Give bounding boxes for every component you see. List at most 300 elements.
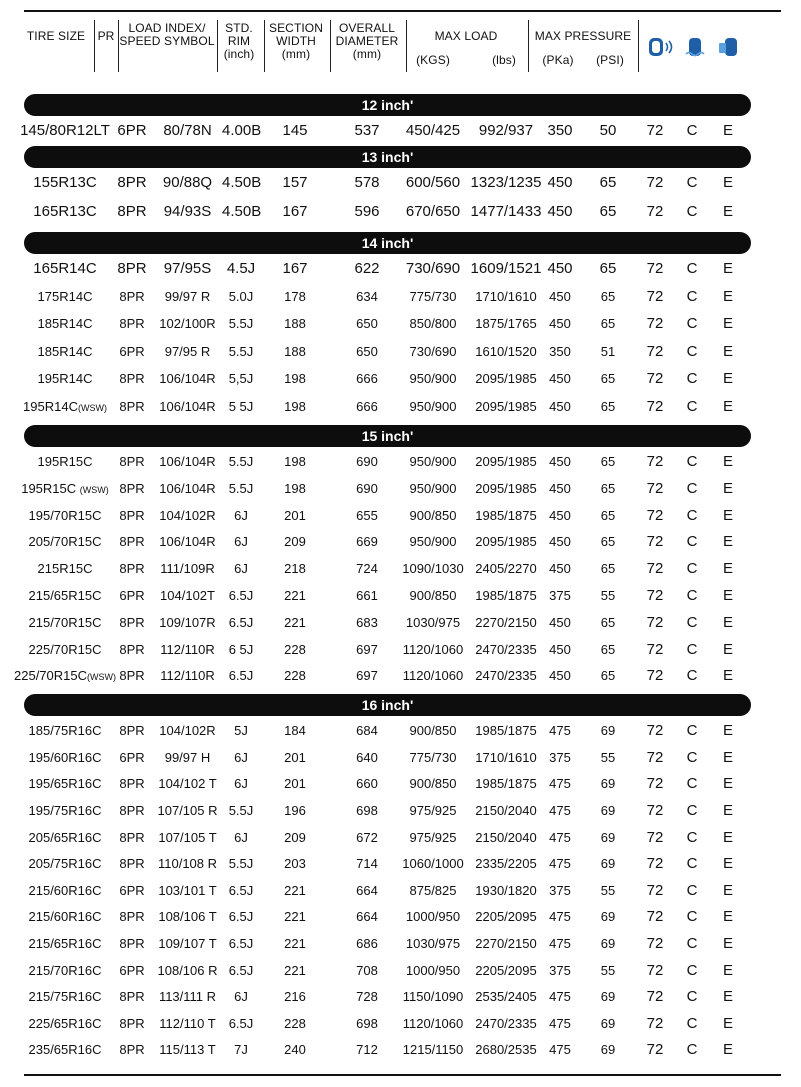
header-separator	[638, 20, 639, 72]
ps-cell: 65	[600, 288, 616, 304]
ps-cell: 69	[600, 936, 616, 951]
g2-cell: C	[686, 560, 698, 578]
g1-cell: 72	[646, 315, 664, 332]
sw-cell: 240	[284, 1042, 306, 1058]
li-cell: 106/104R	[159, 398, 216, 414]
g1-cell: 72	[646, 828, 664, 846]
li-cell: 113/111 R	[158, 989, 217, 1005]
sw-cell: 228	[284, 668, 306, 684]
tire-size-value: 225/65R16C	[28, 1015, 102, 1031]
lb-cell: 2095/1985	[475, 534, 537, 550]
header-max-load: MAX LOAD	[434, 29, 498, 43]
lb-cell: 1985/1875	[475, 507, 537, 523]
g1-cell: 72	[646, 342, 664, 360]
g1-cell: 72	[646, 775, 664, 793]
g2-cell: C	[686, 748, 698, 766]
od-cell: 666	[356, 371, 378, 386]
li-cell: 112/110R	[160, 668, 215, 684]
kg-cell: 1060/1000	[402, 856, 464, 872]
kg-cell: 1120/1060	[402, 641, 464, 657]
ps-cell: 65	[600, 398, 616, 414]
tire-size-cell	[10, 958, 120, 984]
sw-cell: 188	[284, 343, 306, 359]
sw-cell: 178	[284, 288, 306, 304]
lb-cell: 1985/1875	[475, 776, 537, 792]
od-cell: 697	[356, 641, 378, 657]
wet-grip-icon	[684, 36, 706, 58]
g2-cell: C	[686, 667, 698, 685]
li-cell: 107/105 R	[157, 803, 218, 818]
pr-cell: 8PR	[119, 989, 145, 1005]
tire-size-value: 165R13C	[33, 203, 97, 220]
ps-cell: 69	[600, 1042, 616, 1058]
g1-cell: 72	[646, 961, 664, 979]
rim-cell: 7J	[234, 1042, 248, 1058]
tire-size-value: 225/70R15C	[28, 641, 102, 657]
pr-cell: 8PR	[119, 1015, 145, 1031]
lb-cell: 992/937	[478, 122, 534, 139]
pr-cell: 8PR	[117, 203, 147, 220]
g2-cell: C	[686, 174, 698, 191]
g3-cell: E	[722, 988, 733, 1006]
kg-cell: 975/925	[409, 829, 457, 845]
g1-cell: 72	[646, 370, 664, 387]
g3-cell: E	[722, 935, 733, 952]
tire-size-cell	[10, 610, 120, 636]
header-pr: PR	[97, 29, 115, 43]
pk-cell: 450	[549, 371, 571, 386]
rim-cell: 6.5J	[228, 614, 254, 630]
pk-cell: 450	[549, 507, 571, 523]
section-header: 14 inch'	[24, 232, 751, 254]
header-rim-line1: STD.	[225, 21, 253, 35]
tire-size-cell	[10, 118, 120, 144]
tire-size-value: 215/60R16C	[28, 909, 102, 925]
tire-size-cell	[10, 556, 120, 582]
pr-cell: 8PR	[119, 534, 145, 550]
sw-cell: 198	[284, 454, 306, 469]
pk-cell: 450	[549, 641, 571, 657]
rim-cell: 6J	[234, 561, 248, 577]
g3-cell: E	[722, 1041, 733, 1059]
header-psi: (PSI)	[596, 53, 624, 67]
tire-size-value: 215/65R15C	[28, 588, 102, 603]
od-cell: 690	[356, 454, 378, 469]
pr-cell: 8PR	[117, 260, 147, 277]
kg-cell: 730/690	[409, 343, 457, 359]
g2-cell: C	[686, 1014, 698, 1032]
pr-cell: 6PR	[119, 343, 145, 359]
g1-cell: 72	[646, 453, 664, 470]
table-row	[0, 851, 801, 877]
g3-cell: E	[722, 667, 733, 685]
g3-cell: E	[722, 122, 733, 139]
od-cell: 650	[356, 343, 378, 359]
g2-cell: C	[686, 613, 698, 631]
g1-cell: 72	[646, 1014, 664, 1032]
g1-cell: 72	[646, 174, 664, 191]
tire-size-cell	[10, 1011, 120, 1037]
wsw-label: (WSW)	[77, 402, 107, 413]
od-cell: 686	[356, 936, 378, 951]
g3-cell: E	[722, 370, 733, 387]
ps-cell: 69	[600, 803, 616, 818]
g1-cell: 72	[646, 533, 664, 551]
kg-cell: 1090/1030	[402, 561, 464, 577]
g2-cell: C	[686, 1041, 698, 1059]
pk-cell: 350	[547, 122, 573, 139]
header-separator	[528, 20, 529, 72]
tire-size-value: 215/60R16C	[28, 882, 102, 898]
tire-size-value: 195/75R16C	[28, 803, 102, 818]
rim-cell: 6J	[234, 534, 248, 550]
tire-size-cell	[10, 199, 120, 225]
sw-cell: 221	[284, 614, 306, 630]
header-tire-size: TIRE SIZE	[26, 29, 86, 43]
g3-cell: E	[722, 1014, 733, 1032]
g2-cell: C	[686, 203, 698, 220]
g2-cell: C	[686, 397, 698, 415]
od-cell: 712	[356, 1042, 378, 1058]
tire-size-value: 195R15C	[21, 480, 80, 496]
li-cell: 112/110 T	[159, 1015, 216, 1031]
header-section-width	[264, 22, 328, 61]
tire-size-value: 205/70R15C	[28, 534, 102, 550]
ps-cell: 65	[600, 480, 616, 496]
li-cell: 80/78N	[163, 122, 212, 139]
kg-cell: 1000/950	[405, 909, 461, 925]
pr-cell: 8PR	[119, 723, 145, 739]
ps-cell: 65	[600, 561, 616, 577]
g2-cell: C	[686, 506, 698, 524]
table-row	[0, 878, 801, 904]
pk-cell: 350	[549, 343, 571, 359]
kg-cell: 975/925	[409, 803, 457, 818]
table-row	[0, 1011, 801, 1037]
g2-cell: C	[686, 479, 698, 497]
g3-cell: E	[722, 533, 733, 551]
g3-cell: E	[722, 855, 733, 873]
od-cell: 672	[356, 829, 378, 845]
kg-cell: 950/900	[409, 398, 457, 414]
pr-cell: 8PR	[119, 641, 145, 657]
ps-cell: 55	[600, 749, 616, 765]
sw-cell: 188	[284, 316, 306, 331]
table-row	[0, 984, 801, 1010]
g2-cell: C	[686, 370, 698, 387]
ps-cell: 65	[599, 203, 617, 220]
g1-cell: 72	[646, 881, 664, 899]
lb-cell: 2095/1985	[475, 398, 537, 414]
tire-size-cell	[10, 170, 120, 196]
tire-size-value: 215/65R16C	[28, 936, 102, 951]
table-row	[0, 718, 801, 744]
sw-cell: 201	[284, 507, 306, 523]
li-cell: 109/107 T	[158, 936, 217, 951]
rim-cell: 5,5J	[228, 371, 254, 386]
li-cell: 106/104R	[159, 534, 216, 550]
table-row	[0, 366, 801, 392]
ps-cell: 51	[600, 343, 616, 359]
sw-cell: 216	[284, 989, 306, 1005]
li-cell: 104/102R	[159, 507, 216, 523]
lb-cell: 1710/1610	[475, 288, 537, 304]
pk-cell: 375	[549, 749, 571, 765]
od-cell: 690	[356, 480, 378, 496]
section-header: 15 inch'	[24, 425, 751, 447]
rim-cell: 6J	[234, 829, 248, 845]
header-lbs: (lbs)	[492, 53, 516, 67]
kg-cell: 875/825	[409, 882, 457, 898]
g2-cell: C	[686, 260, 698, 277]
tire-size-value: 225/70R15C	[14, 668, 87, 684]
header-pka: (PKa)	[542, 53, 574, 67]
g1-cell: 72	[646, 203, 664, 220]
tire-size-cell	[10, 339, 120, 365]
header-sw-line3: (mm)	[281, 47, 311, 61]
rim-cell: 5 5J	[228, 398, 254, 414]
table-row	[0, 311, 801, 337]
table-row	[0, 610, 801, 636]
tire-size-cell	[10, 904, 120, 930]
pk-cell: 450	[549, 614, 571, 630]
table-row	[0, 118, 801, 144]
lb-cell: 2150/2040	[475, 829, 537, 845]
kg-cell: 775/730	[409, 749, 457, 765]
lb-cell: 2270/2150	[475, 614, 537, 630]
pr-cell: 8PR	[119, 316, 145, 331]
pk-cell: 375	[549, 882, 571, 898]
li-cell: 108/106 R	[157, 962, 218, 978]
kg-cell: 600/560	[405, 174, 461, 191]
sw-cell: 196	[284, 803, 306, 818]
ps-cell: 69	[600, 856, 616, 872]
lb-cell: 1930/1820	[475, 882, 537, 898]
lb-cell: 2095/1985	[475, 480, 537, 496]
sw-cell: 167	[282, 203, 308, 220]
kg-cell: 1030/975	[405, 936, 461, 951]
tire-size-value: 205/75R16C	[28, 856, 102, 872]
g2-cell: C	[686, 587, 698, 604]
pk-cell: 450	[549, 316, 571, 331]
g1-cell: 72	[646, 560, 664, 578]
g2-cell: C	[686, 722, 698, 740]
pr-cell: 8PR	[117, 174, 147, 191]
lb-cell: 1610/1520	[475, 343, 537, 359]
tire-size-value: 195/70R15C	[28, 507, 102, 523]
g3-cell: E	[722, 961, 733, 979]
tire-size-cell	[10, 663, 120, 690]
rim-cell: 4.00B	[222, 122, 262, 139]
pr-cell: 8PR	[119, 909, 145, 925]
g1-cell: 72	[646, 122, 664, 139]
sw-cell: 167	[282, 260, 308, 277]
header-load-index	[118, 22, 216, 48]
sw-cell: 228	[284, 641, 306, 657]
g2-cell: C	[686, 533, 698, 551]
rim-cell: 6.5J	[228, 668, 254, 684]
kg-cell: 900/850	[409, 723, 457, 739]
od-cell: 724	[356, 561, 378, 577]
sw-cell: 201	[284, 776, 306, 792]
tire-size-cell	[10, 366, 120, 392]
header-max-pressure: MAX PRESSURE	[534, 29, 632, 43]
kg-cell: 850/800	[409, 316, 457, 331]
kg-cell: 1120/1060	[402, 668, 464, 684]
od-cell: 640	[356, 749, 378, 765]
sw-cell: 221	[284, 588, 306, 603]
od-cell: 728	[356, 989, 378, 1005]
li-cell: 108/106 T	[158, 909, 217, 925]
li-cell: 111/109R	[160, 561, 215, 577]
ps-cell: 55	[600, 882, 616, 898]
kg-cell: 1000/950	[405, 962, 461, 978]
tire-size-cell	[10, 284, 120, 310]
kg-cell: 775/730	[409, 288, 457, 304]
g3-cell: E	[722, 560, 733, 578]
pr-cell: 6PR	[119, 882, 145, 898]
od-cell: 537	[354, 122, 380, 139]
li-cell: 90/88Q	[162, 174, 213, 191]
sw-cell: 198	[284, 480, 306, 496]
tire-size-value: 145/80R12LT	[20, 122, 110, 139]
rim-cell: 4.5J	[226, 260, 256, 277]
ps-cell: 69	[600, 776, 616, 792]
tire-size-cell	[10, 476, 120, 503]
g1-cell: 72	[646, 287, 664, 305]
rim-cell: 5.0J	[228, 288, 254, 304]
sw-cell: 221	[284, 962, 306, 978]
section-header: 12 inch'	[24, 94, 751, 116]
li-cell: 103/101 T	[158, 882, 217, 898]
ps-cell: 69	[600, 723, 616, 739]
li-cell: 115/113 T	[159, 1042, 216, 1058]
kg-cell: 900/850	[409, 588, 457, 603]
sw-cell: 221	[284, 909, 306, 925]
pr-cell: 8PR	[119, 1042, 145, 1058]
g1-cell: 72	[646, 1041, 664, 1059]
g3-cell: E	[722, 587, 733, 604]
table-header	[20, 14, 783, 74]
lb-cell: 1985/1875	[475, 723, 537, 739]
rim-cell: 6J	[234, 989, 248, 1005]
pk-cell: 375	[549, 588, 571, 603]
g1-cell: 72	[646, 667, 664, 685]
tire-size-value: 195R14C	[37, 371, 93, 386]
od-cell: 698	[356, 803, 378, 818]
li-cell: 106/104R	[159, 480, 216, 496]
g3-cell: E	[722, 260, 733, 277]
rim-cell: 5J	[234, 723, 248, 739]
bottom-rule	[24, 1074, 781, 1076]
li-cell: 102/100R	[159, 316, 216, 331]
ps-cell: 65	[599, 260, 617, 277]
sw-cell: 198	[284, 371, 306, 386]
tire-size-value: 195/65R16C	[28, 776, 102, 792]
g2-cell: C	[686, 802, 698, 819]
table-row	[0, 1037, 801, 1063]
kg-cell: 950/900	[409, 534, 457, 550]
rim-cell: 6J	[234, 776, 248, 792]
pr-cell: 8PR	[119, 480, 145, 496]
tire-size-cell	[10, 394, 120, 421]
g3-cell: E	[722, 342, 733, 360]
header-od-line2: DIAMETER	[335, 34, 399, 48]
lb-cell: 2095/1985	[475, 454, 537, 469]
pr-cell: 8PR	[119, 288, 145, 304]
table-row	[0, 449, 801, 475]
li-cell: 104/102 T	[158, 776, 217, 792]
table-row	[0, 798, 801, 824]
kg-cell: 670/650	[405, 203, 461, 220]
lb-cell: 2095/1985	[475, 371, 537, 386]
header-sw-line2: WIDTH	[276, 34, 316, 48]
pr-cell: 6PR	[119, 588, 145, 603]
tire-size-value: 215/70R16C	[28, 962, 102, 978]
tire-size-value: 165R14C	[33, 260, 97, 277]
g1-cell: 72	[646, 802, 664, 819]
od-cell: 697	[356, 668, 378, 684]
rim-cell: 5.5J	[228, 480, 254, 496]
pk-cell: 475	[549, 1042, 571, 1058]
tire-size-cell	[10, 503, 120, 529]
pr-cell: 6PR	[119, 962, 145, 978]
kg-cell: 950/900	[409, 454, 457, 469]
g1-cell: 72	[646, 748, 664, 766]
li-cell: 107/105 T	[158, 829, 217, 845]
section-header: 13 inch'	[24, 146, 751, 168]
table-row	[0, 931, 801, 957]
g3-cell: E	[722, 802, 733, 819]
kg-cell: 730/690	[405, 260, 461, 277]
header-od-line3: (mm)	[352, 47, 382, 61]
tire-size-cell	[10, 583, 120, 609]
tire-size-value: 175R14C	[37, 288, 93, 304]
ps-cell: 69	[600, 1015, 616, 1031]
od-cell: 650	[356, 316, 378, 331]
tire-size-cell	[10, 798, 120, 824]
g2-cell: C	[686, 640, 698, 658]
lb-cell: 2405/2270	[475, 561, 537, 577]
tire-size-cell	[10, 529, 120, 555]
header-separator	[406, 20, 407, 72]
kg-cell: 1030/975	[405, 614, 461, 630]
table-row	[0, 394, 801, 420]
li-cell: 97/95 R	[164, 343, 211, 359]
lb-cell: 2535/2405	[475, 989, 537, 1005]
tire-size-value: 195R14C	[23, 398, 78, 414]
g3-cell: E	[722, 479, 733, 497]
sw-cell: 221	[284, 882, 306, 898]
od-cell: 714	[356, 856, 378, 872]
tire-size-value: 185R14C	[37, 316, 93, 331]
od-cell: 661	[356, 588, 378, 603]
kg-cell: 900/850	[409, 507, 457, 523]
header-rim-line3: (inch)	[223, 47, 255, 61]
rim-cell: 6.5J	[228, 962, 254, 978]
tire-size-value: 215/70R15C	[28, 614, 102, 630]
ps-cell: 65	[600, 316, 616, 331]
tire-size-cell	[10, 745, 120, 771]
sw-cell: 184	[284, 723, 306, 739]
g3-cell: E	[722, 397, 733, 415]
ps-cell: 69	[600, 909, 616, 925]
pr-cell: 8PR	[119, 936, 145, 951]
lb-cell: 2470/2335	[475, 668, 537, 684]
tire-size-value: 185/75R16C	[28, 723, 102, 739]
lb-cell: 1323/1235	[470, 174, 542, 191]
tire-size-value: 195R15C	[37, 454, 93, 469]
